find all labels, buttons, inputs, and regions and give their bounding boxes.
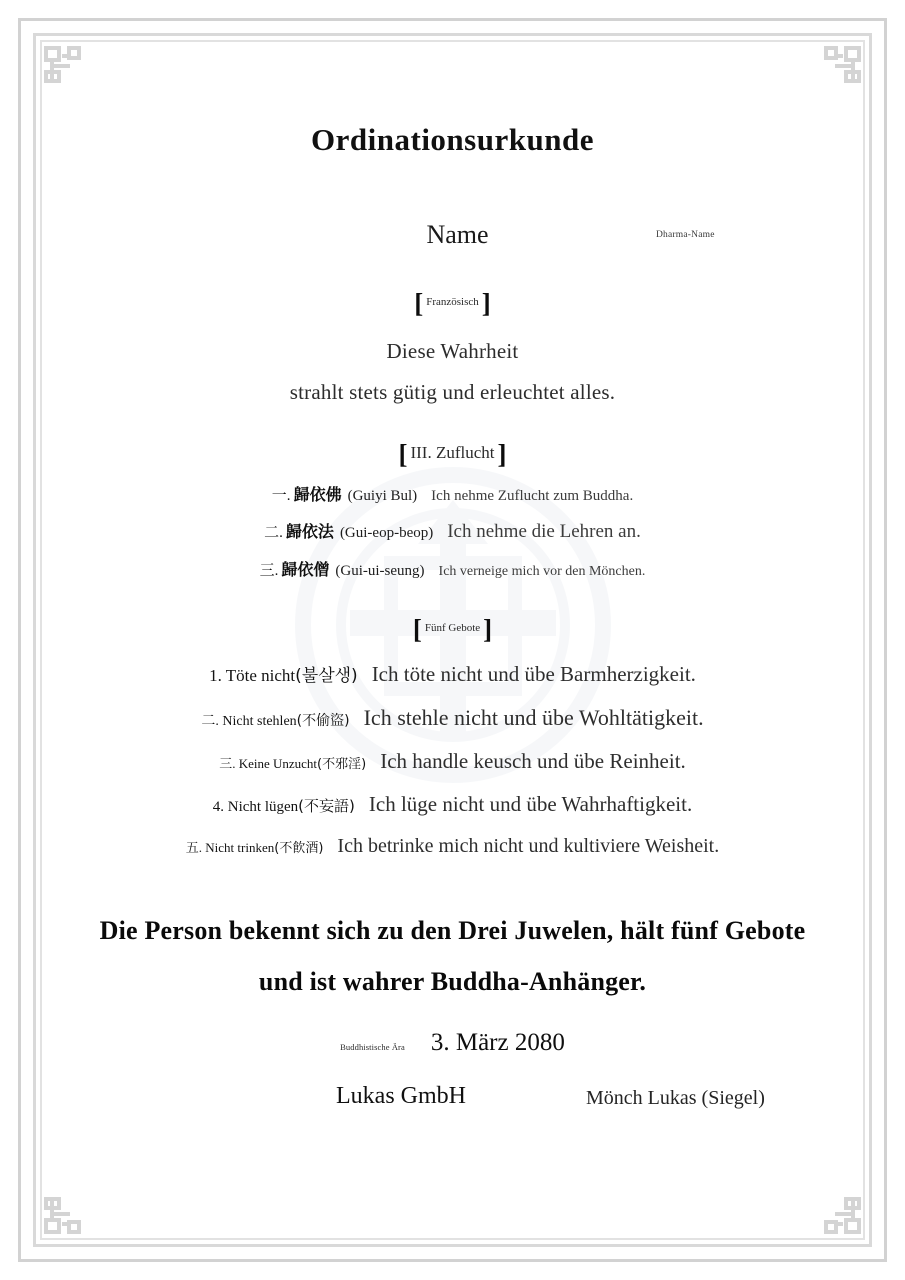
verse-line-1: Diese Wahrheit	[386, 339, 519, 363]
refuge-romanization: (Gui-ui-seung)	[335, 563, 425, 579]
buddhist-era-label: Buddhistische Ära	[340, 1042, 405, 1053]
precept-german: Ich betrinke mich nicht und kultiviere Weisheit.	[337, 835, 720, 857]
precept-label: 三. Keine Unzucht	[219, 756, 318, 771]
name-row	[46, 220, 859, 254]
bracket-open-icon: [	[412, 614, 422, 644]
refuge-cjk: 歸依佛	[293, 485, 342, 504]
bracket-close-icon: ]	[483, 614, 493, 644]
refuge-list	[46, 482, 859, 580]
precept-german: Ich stehle nicht und übe Wohltätigkeit.	[363, 705, 704, 730]
dharma-name-caption: Dharma-Name	[656, 230, 715, 240]
precept-label-cjk: (不邪淫)	[317, 757, 367, 772]
section-label: III. Zuflucht	[410, 443, 495, 462]
bracket-close-icon: ]	[481, 288, 491, 318]
section-label: Französisch	[426, 296, 479, 308]
precept-label-cjk: (不偷盜)	[296, 713, 350, 729]
refuge-item	[46, 482, 859, 505]
page-title: Ordinationsurkunde	[311, 122, 594, 157]
precept-list	[46, 661, 859, 858]
date-row	[46, 1029, 859, 1057]
precept-item	[46, 749, 859, 774]
precept-label-cjk: (不飮酒)	[274, 841, 324, 856]
precept-label: 4. Nicht lügen	[212, 799, 299, 815]
bracket-close-icon: ]	[497, 439, 507, 469]
refuge-romanization: (Gui-eop-beop)	[339, 525, 434, 541]
precept-german: Ich lüge nicht und übe Wahrhaftigkeit.	[368, 792, 693, 816]
section-header-dharma-verse	[46, 290, 859, 317]
dharma-name-value: Name	[426, 220, 489, 249]
signature-row	[46, 1083, 859, 1123]
refuge-german: Ich nehme die Lehren an.	[447, 521, 641, 542]
bracket-open-icon: [	[398, 439, 408, 469]
bracket-open-icon: [	[414, 288, 424, 318]
precept-label: 1. Töte nicht	[209, 666, 296, 685]
refuge-german: Ich nehme Zuflucht zum Buddha.	[431, 488, 634, 504]
certificate-content	[46, 40, 859, 1234]
refuge-cjk: 歸依僧	[281, 560, 330, 579]
refuge-romanization: (Guiyi Bul)	[347, 488, 418, 504]
refuge-number: 二.	[264, 525, 283, 541]
refuge-number: 三.	[259, 563, 279, 579]
section-header-five-precepts	[46, 616, 859, 643]
closing-line-1: Die Person bekennt sich zu den Drei Juwelen, hält fünf Gebote	[99, 916, 806, 945]
precept-item	[46, 705, 859, 731]
precept-label-cjk: (不妄語)	[298, 797, 355, 815]
precept-item	[46, 792, 859, 817]
monk-signature: Mönch Lukas (Siegel)	[586, 1087, 765, 1110]
issuing-organization: Lukas GmbH	[336, 1083, 466, 1110]
verse-line-2: strahlt stets gütig und erleuchtet alles.	[289, 380, 616, 404]
precept-item	[46, 835, 859, 858]
precept-german: Ich töte nicht und übe Barmherzigkeit.	[371, 662, 696, 686]
precept-german: Ich handle keusch und übe Reinheit.	[380, 749, 686, 773]
refuge-item	[46, 557, 859, 580]
precept-label: 五. Nicht trinken	[185, 840, 275, 855]
refuge-german: Ich verneige mich vor den Mönchen.	[438, 564, 646, 579]
precept-item	[46, 661, 859, 687]
closing-statement	[46, 906, 859, 1007]
refuge-item	[46, 519, 859, 543]
section-header-three-refuges	[46, 441, 859, 468]
refuge-cjk: 歸依法	[285, 522, 334, 541]
precept-label-cjk: (불살생)	[295, 666, 358, 686]
closing-line-2: und ist wahrer Buddha-Anhänger.	[258, 966, 647, 996]
issue-date: 3. März 2080	[430, 1029, 565, 1057]
precept-label: 二. Nicht stehlen	[201, 714, 297, 729]
section-label: Fünf Gebote	[424, 622, 481, 634]
refuge-number: 一.	[271, 488, 291, 504]
